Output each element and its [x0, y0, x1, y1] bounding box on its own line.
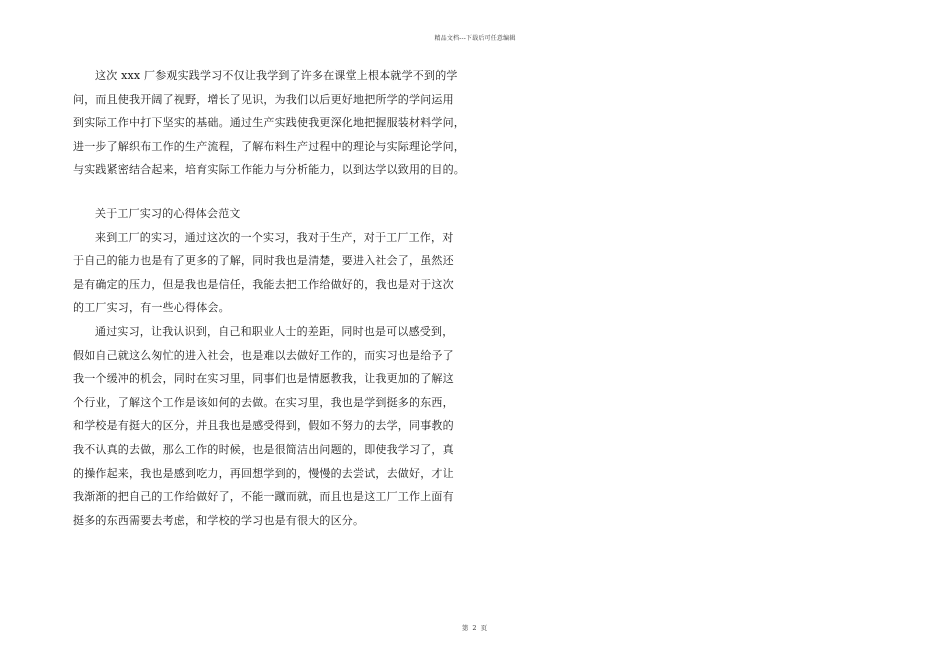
paragraph-experience [73, 226, 473, 320]
paragraph-spacer [73, 182, 473, 202]
text-line: 问，而且使我开阔了视野，增长了见识，为我们以后更好地把所学的学问运用 [73, 92, 454, 106]
text-line: 挺多的东西需要去考虑，和学校的学习也是有很大的区分。 [73, 513, 365, 527]
text-line: 我一个缓冲的机会，同时在实习里，同事们也是情愿教我，让我更加的了解这 [73, 372, 454, 386]
text-line: 到实际工作中打下坚实的基础。通过生产实践使我更深化地把握服装材料学问， [73, 116, 465, 130]
text-line: 来到工厂的实习，通过这次的一个实习，我对于生产，对于工厂工作，对 [95, 230, 454, 244]
paragraph-reflection [73, 320, 473, 532]
text-line: 个行业，了解这个工作是该如何的去做。在实习里，我也是学到挺多的东西， [73, 395, 454, 409]
text-line: 这次 xxx 厂参观实践学习不仅让我学到了许多在课堂上根本就学不到的学 [95, 69, 458, 82]
page-header: 精品文档---下载后可任意编辑 [434, 35, 516, 42]
text-line: 我渐渐的把自己的工作给做好了，不能一蹴而就，而且也是这工厂工作上面有 [73, 490, 454, 504]
section-heading: 关于工厂实习的心得体会范文 [95, 206, 241, 220]
text-line: 于自己的能力也是有了更多的了解，同时我也是清楚，要进入社会了，虽然还 [73, 254, 454, 268]
text-line: 与实践紧密结合起来，培育实际工作能力与分析能力，以到达学以致用的目的。 [73, 163, 465, 177]
text-line: 和学校是有挺大的区分，并且我也是感受得到，假如不努力的去学，同事教的 [73, 419, 454, 433]
text-line: 假如自己就这么匆忙的进入社会，也是难以去做好工作的，而实习也是给予了 [73, 348, 454, 362]
text-line: 我不认真的去做，那么工作的时候，也是很简洁出问题的，即使我学习了，真 [73, 442, 454, 456]
paragraph-intro [73, 64, 473, 182]
text-line: 通过实习，让我认识到，自己和职业人士的差距，同时也是可以感受到， [95, 324, 454, 338]
text-line: 的操作起来，我也是感到吃力，再回想学到的，慢慢的去尝试，去做好，才让 [73, 466, 454, 480]
text-line: 进一步了解织布工作的生产流程，了解布料生产过程中的理论与实际理论学问， [73, 139, 465, 153]
page-number: 第 2 页 [461, 624, 489, 632]
document-body [73, 64, 473, 532]
text-line: 的工厂实习，有一些心得体会。 [73, 301, 230, 315]
text-line: 是有确定的压力，但是我也是信任，我能去把工作给做好的，我也是对于这次 [73, 277, 454, 291]
